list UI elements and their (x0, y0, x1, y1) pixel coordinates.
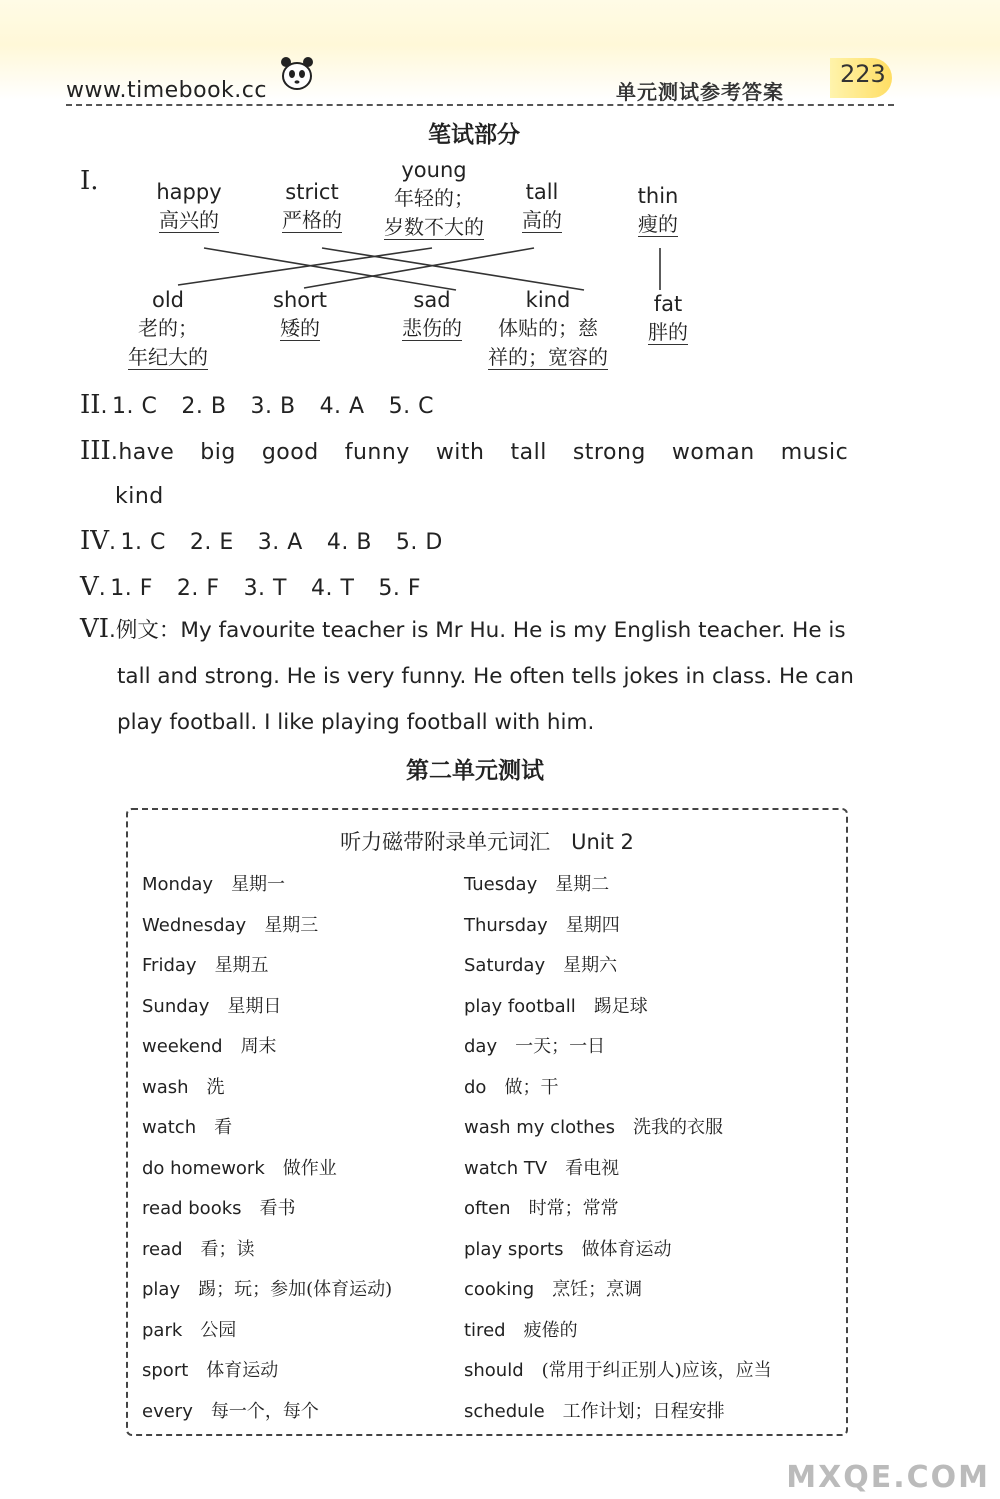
vocab-cn: 烹饪；烹调 (552, 1279, 643, 1300)
vocab-item (142, 1397, 392, 1438)
vocab-item (142, 1073, 392, 1114)
q1-top-en: tall (525, 180, 559, 204)
vocab-en: Wednesday (142, 914, 247, 936)
vocab-item (464, 911, 772, 952)
q1-bottom-cn: 胖的 (648, 320, 688, 344)
vocab-item (142, 1032, 392, 1073)
vocab-cn: 看 (214, 1117, 233, 1138)
q5-answer: 4. T (310, 576, 355, 601)
q2-answer: 4. A (319, 394, 365, 419)
vocab-cn: 公园 (200, 1319, 237, 1341)
q6-label: VI (80, 614, 110, 644)
vocab-en: often (464, 1198, 511, 1219)
q5-answer: 1. F (110, 576, 153, 601)
q5-row: V . 1. F 2. F 3. T 4. T 5. F (80, 572, 422, 602)
vocab-en: do homework (142, 1157, 265, 1179)
q2-answer: 3. B (250, 394, 296, 419)
q1-bottom-cn: 体贴的；慈 (498, 316, 598, 340)
q1-bottom-item-old (116, 288, 220, 370)
vocab-item (464, 1154, 772, 1195)
vocab-item (464, 951, 772, 992)
q1-bottom-en: old (151, 288, 184, 312)
vocab-en: tired (464, 1319, 506, 1341)
vocab-en: play football (464, 995, 576, 1017)
q3-label: III (80, 436, 111, 466)
vocab-en: every (142, 1400, 193, 1422)
vocab-en: Saturday (464, 955, 546, 976)
written-section-title: 笔试部分 (428, 122, 520, 148)
q5-answer: 5. F (378, 576, 422, 601)
q4-answer: 4. B (326, 530, 372, 555)
q3-word: strong (572, 440, 646, 465)
vocab-cn: (常用于纠正别人)应该，应当 (541, 1360, 772, 1381)
header-section-title: 单元测试参考答案 (616, 80, 784, 104)
q2-row: II . 1. C 2. B 3. B 4. A 5. C (80, 390, 434, 420)
q1-top-en: thin (637, 184, 679, 208)
q1-top-en: happy (156, 180, 222, 204)
vocab-cn: 看电视 (565, 1157, 620, 1179)
q4-answer: 5. D (395, 530, 443, 555)
vocab-item (142, 870, 392, 911)
watermark: MXQE.COM (786, 1460, 990, 1495)
q3-word: woman (671, 440, 755, 465)
vocab-item (464, 1073, 772, 1114)
vocab-item (464, 1113, 772, 1154)
vocab-en: Monday (142, 874, 214, 895)
q3-word: funny (344, 440, 410, 465)
site-url[interactable]: www.timebook.cc (66, 78, 267, 103)
vocab-cn: 踢；玩；参加(体育运动) (198, 1279, 393, 1300)
vocab-item (142, 911, 392, 952)
vocab-item (464, 992, 772, 1033)
q3-word: have (118, 440, 175, 465)
vocab-item (464, 1032, 772, 1073)
vocab-en: read (142, 1238, 183, 1260)
vocab-cn: 星期六 (563, 955, 618, 976)
vocab-cn: 每一个，每个 (210, 1400, 319, 1422)
q1-top-cn: 瘦的 (638, 212, 678, 236)
vocab-box (126, 808, 848, 1436)
vocab-item (464, 1194, 772, 1235)
vocab-item (142, 1154, 392, 1195)
vocab-en: park (142, 1319, 183, 1341)
vocab-cn: 星期日 (227, 995, 282, 1017)
vocab-item (142, 1316, 392, 1357)
q1-bottom-item-kind (478, 288, 618, 370)
vocab-cn: 踢足球 (593, 995, 648, 1017)
q1-bottom-cn: 矮的 (280, 316, 320, 340)
q1-top-cn: 高兴的 (159, 208, 219, 232)
q5-label: V (80, 572, 99, 602)
q6-line: tall and strong. He is very funny. He often tells jokes in class. He can (117, 664, 854, 689)
vocab-en: watch (142, 1117, 197, 1138)
vocab-en: day (464, 1036, 498, 1057)
q1-bottom-en: kind (525, 288, 571, 312)
vocab-en: wash my clothes (464, 1117, 615, 1138)
vocab-en: Tuesday (464, 874, 538, 895)
vocab-item (142, 1356, 392, 1397)
vocab-item (464, 1235, 772, 1276)
q3-word: good (261, 440, 319, 465)
q6-line: 例文：My favourite teacher is Mr Hu. He is my English teacher. He is (115, 618, 846, 643)
q1-bottom-item-short (268, 288, 332, 341)
vocab-cn: 做体育运动 (581, 1238, 672, 1260)
vocab-item (464, 1356, 772, 1397)
vocab-cn: 工作计划；日程安排 (562, 1400, 725, 1422)
q5-answer: 2. F (176, 576, 220, 601)
q1-bottom-en: fat (653, 292, 683, 316)
q4-label: IV (80, 526, 110, 556)
vocab-cn: 一天；一日 (515, 1036, 606, 1057)
q1-top-en: strict (285, 180, 339, 204)
vocab-cn: 星期五 (214, 955, 269, 976)
q6-line: play football. I like playing football with him. (117, 710, 595, 735)
q3-word: with (435, 440, 485, 465)
vocab-item (464, 1397, 772, 1438)
vocab-en: play (142, 1279, 181, 1300)
q1-top-cn: 严格的 (282, 208, 342, 232)
vocab-item (142, 1235, 392, 1276)
vocab-box-title: 听力磁带附录单元词汇 Unit 2 (340, 830, 634, 854)
vocab-cn: 周末 (240, 1036, 277, 1057)
q1-bottom-cn: 悲伤的 (402, 316, 462, 340)
vocab-cn: 星期一 (231, 874, 286, 895)
vocab-right-column (464, 870, 772, 1437)
q1-bottom-cn: 老的； (138, 316, 198, 340)
vocab-cn: 洗 (206, 1076, 225, 1098)
q1-bottom-cn: 祥的；宽容的 (488, 345, 608, 369)
vocab-cn: 时常；常常 (528, 1198, 619, 1219)
q2-answer: 5. C (388, 394, 434, 419)
q2-answer: 2. B (181, 394, 227, 419)
vocab-item (142, 1275, 392, 1316)
q4-answer: 1. C (120, 530, 166, 555)
q1-bottom-en: short (273, 288, 327, 312)
vocab-cn: 看；读 (200, 1238, 255, 1260)
vocab-en: Thursday (464, 914, 548, 936)
q3-word: big (200, 440, 236, 465)
vocab-cn: 做；干 (504, 1076, 559, 1098)
vocab-en: do (464, 1076, 487, 1098)
vocab-item (142, 951, 392, 992)
q4-answer: 2. E (189, 530, 234, 555)
vocab-en: schedule (464, 1400, 545, 1422)
vocab-cn: 做作业 (282, 1157, 337, 1179)
vocab-en: play sports (464, 1238, 564, 1260)
q1-top-cn: 岁数不大的 (384, 215, 484, 239)
vocab-item (464, 1275, 772, 1316)
vocab-en: cooking (464, 1279, 535, 1300)
vocab-item (464, 1316, 772, 1357)
vocab-cn: 疲倦的 (523, 1319, 578, 1341)
q1-bottom-item-fat (640, 292, 696, 345)
vocab-en: should (464, 1360, 524, 1381)
vocab-en: sport (142, 1360, 189, 1381)
q3-row: III . have big good funny with tall strong woman music (80, 436, 849, 466)
q2-answer: 1. C (112, 394, 158, 419)
unit2-title: 第二单元测试 (406, 758, 544, 784)
vocab-cn: 洗我的衣服 (633, 1117, 723, 1138)
q1-top-en: young (401, 158, 467, 182)
vocab-en: Friday (142, 955, 197, 976)
q3-word: music (780, 440, 849, 465)
page-number: 223 (840, 60, 886, 88)
vocab-cn: 星期四 (565, 914, 620, 936)
vocab-en: wash (142, 1076, 189, 1098)
vocab-cn: 星期三 (264, 914, 319, 936)
vocab-item (464, 870, 772, 911)
vocab-cn: 体育运动 (206, 1360, 279, 1381)
vocab-left-column (142, 870, 392, 1437)
vocab-item (142, 1194, 392, 1235)
q1-bottom-item-sad (396, 288, 468, 341)
vocab-item (142, 992, 392, 1033)
vocab-en: read books (142, 1198, 242, 1219)
vocab-en: watch TV (464, 1157, 548, 1179)
q3-word: tall (510, 440, 547, 465)
vocab-cn: 看书 (259, 1198, 296, 1219)
q4-row: IV . 1. C 2. E 3. A 4. B 5. D (80, 526, 443, 556)
q5-answer: 3. T (243, 576, 287, 601)
q1-bottom-en: sad (413, 288, 451, 312)
vocab-en: Sunday (142, 995, 210, 1017)
q1-top-cn: 年轻的； (394, 186, 474, 210)
q1-label: I. (80, 166, 99, 196)
vocab-en: weekend (142, 1036, 223, 1057)
vocab-cn: 星期二 (555, 874, 610, 895)
q2-label: II (80, 390, 101, 420)
q1-bottom-cn: 年纪大的 (128, 345, 208, 369)
q6-block: VI . 例文：My favourite teacher is Mr Hu. He is my English teacher. He is tall and strong. He is very funny. He often tells jokes in class. He can play football. I like playing football with him. (80, 606, 854, 746)
q4-answer: 3. A (257, 530, 303, 555)
q3-word: kind (115, 484, 164, 509)
q1-top-cn: 高的 (522, 208, 562, 232)
vocab-item (142, 1113, 392, 1154)
